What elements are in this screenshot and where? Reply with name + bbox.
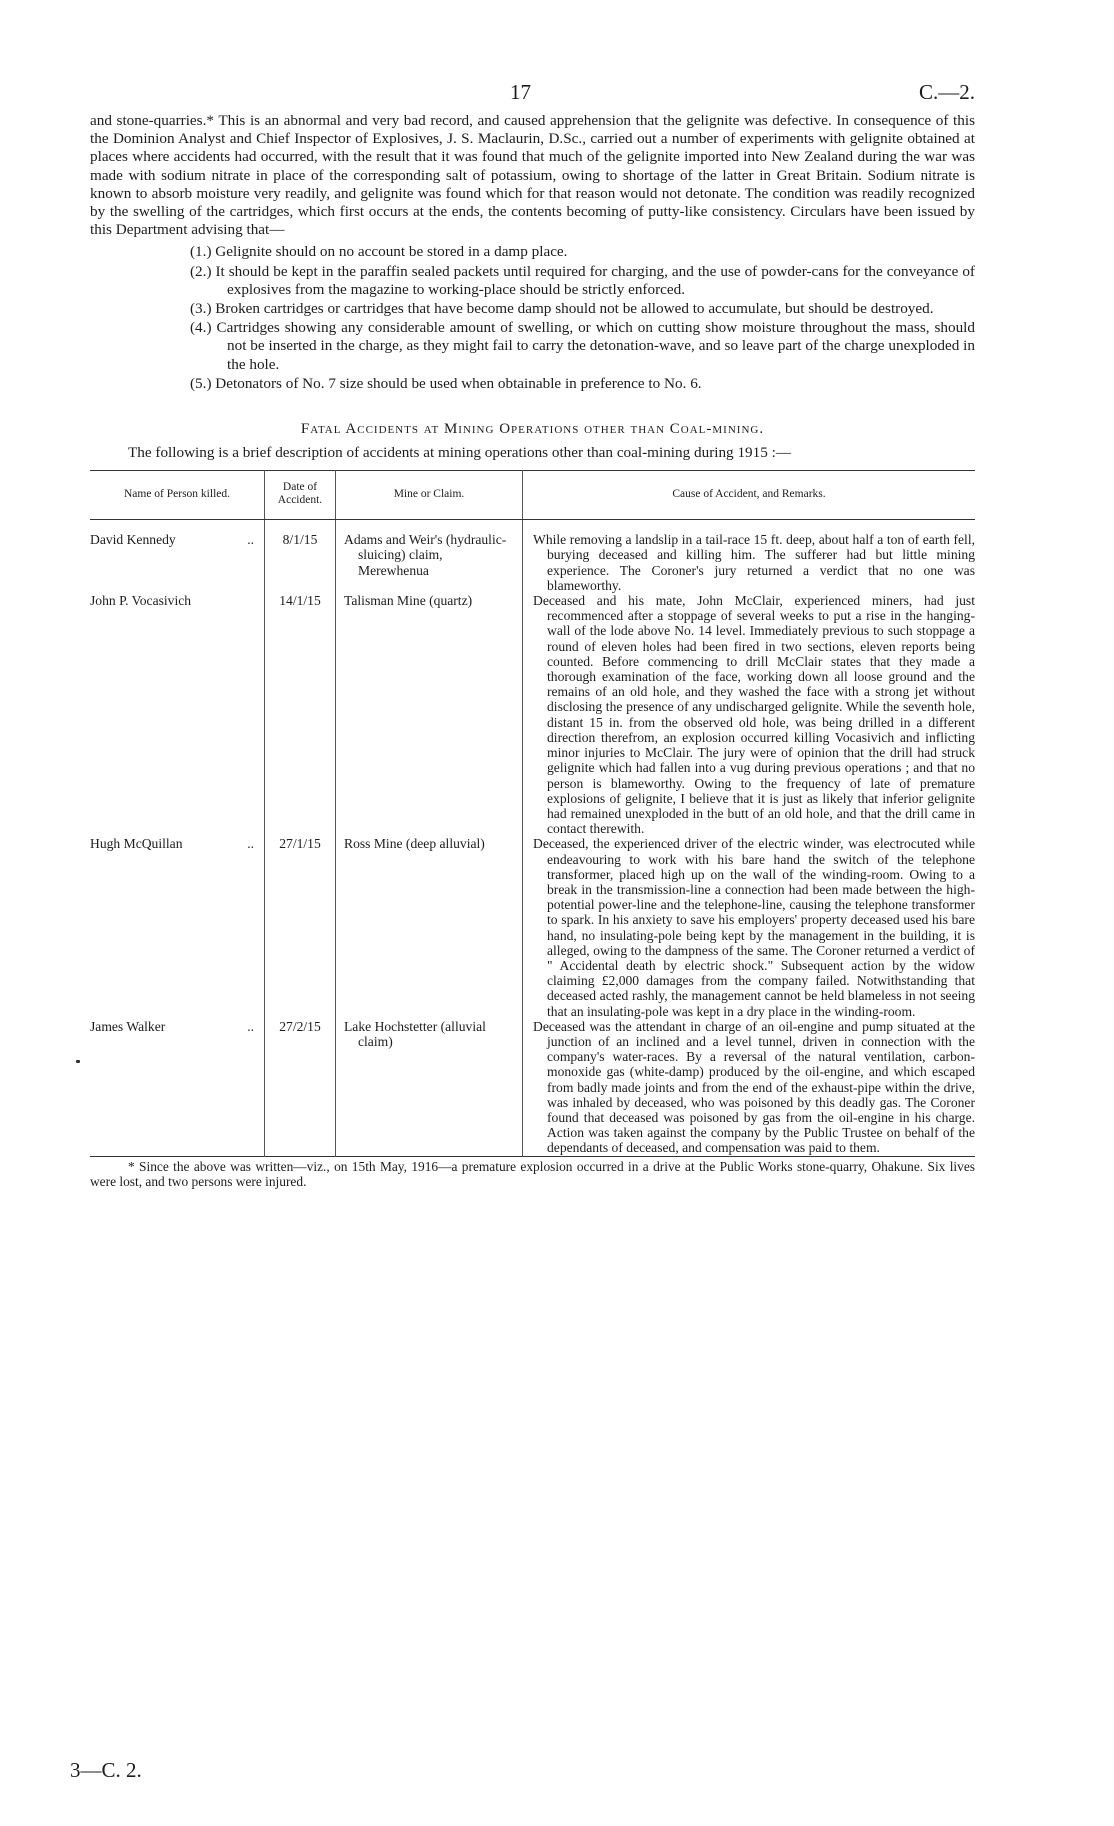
- table-row: [90, 520, 975, 593]
- mine-text: Adams and Weir's (hydraulic-sluicing) claim, Merewhenua: [344, 532, 507, 578]
- cell-date: 14/1/15: [265, 593, 336, 836]
- cell-date: 8/1/15: [265, 520, 336, 593]
- person-name: David Kennedy: [90, 532, 176, 548]
- cell-mine: [336, 520, 523, 593]
- section-title: Fatal Accidents at Mining Operations other than Coal-mining.: [300, 421, 765, 438]
- advice-item: (5.) Detonators of No. 7 size should be used when obtainable in preference to No. 6.: [190, 374, 702, 392]
- header-mine: Mine or Claim.: [336, 471, 523, 520]
- cell-name: [90, 1019, 265, 1156]
- cell-date: 27/1/15: [265, 836, 336, 1018]
- cell-cause: [523, 1019, 976, 1156]
- cell-mine: [336, 593, 523, 836]
- leader-dots: [254, 593, 260, 608]
- leader-dots: ..: [247, 1018, 254, 1034]
- advice-item: (2.) It should be kept in the paraffin sealed packets until required for charging, and the use of powder-cans for the conveyance of explosives from the magazine to working-place should be strictly enforced.: [190, 262, 975, 298]
- advice-list: [90, 243, 975, 393]
- cause-text: Deceased was the attendant in charge of an oil-engine and pump situated at the junction of an inclined and a level tunnel, driven in connection with the company's water-races. By a reversal of the natural ventilation, carbon-monoxide gas (white-damp) produced by the oil-engine, and which escaped from badly made joints and from the end of the exhaust-pipe within the drive, was inhaled by deceased, who was poisoned by this deadly gas. The Coroner found that deceased was poisoned by gas from the oil-engine in his charge. Action was taken against the company by the Public Trustee on behalf of the dependants of deceased, and compensation was paid to them.: [533, 1018, 975, 1156]
- mine-text: Talisman Mine (quartz): [344, 593, 473, 609]
- cell-cause: [523, 520, 976, 593]
- leader-dots: ..: [247, 836, 254, 852]
- cause-text: Deceased and his mate, John McClair, experienced miners, had just recommenced after a stoppage of several weeks to put a rise in the hanging-wall of the lode above No. 14 level. Immediately previous to such stoppage a round of eleven holes had been fired in two sections, eleven reports being counted. Before commencing to drill McClair states that they made a thorough examination of the face, working down all loose ground and the remains of an old hole, and they washed the face with a strong jet without disclosing the presence of any undischarged gelignite. While the seventh hole, distant 15 in. from the observed old hole, was being drilled in a different direction therefrom, an explosion occurred killing Vocasivich and inflicting minor injuries to McClair. The jury were of opinion that the drill had struck gelignite which had fallen into a vug during previous operations ; and that no person is blameworthy. Owing to the frequency of late of premature explosions of gelignite, I believe that it is just as likely that inferior gelignite had remained unexploded in the butt of an old hole, and that the drill came in contact therewith.: [533, 593, 975, 837]
- mine-text: Lake Hochstetter (alluvial claim): [344, 1018, 486, 1049]
- accidents-table: [90, 470, 975, 1156]
- table-row: [90, 836, 975, 1018]
- cell-mine: [336, 836, 523, 1018]
- opening-paragraph: and stone-quarries.* This is an abnormal and very bad record, and caused apprehension that the gelignite was defective. In consequence of this the Dominion Analyst and Chief Inspector of Explosives, J. S. Maclaurin, D.Sc., carried out a number of experiments with gelignite obtained at places where accidents had occurred, with the result that it was found that much of the gelignite imported into New Zealand during the war was made with sodium nitrate in place of the corresponding salt of potassium, owing to shortage of the latter in Great Britain. Sodium nitrate is known to absorb moisture very readily, and gelignite was found which for that reason would not detonate. The condition was readily recognized by the swelling of the cartridges, which first occurs at the ends, the contents becoming of putty-like consistency. Circulars have been issued by this Department advising that—: [90, 112, 975, 239]
- table-header-row: [90, 471, 975, 520]
- document-page: [90, 80, 975, 1190]
- header-name: Name of Person killed.: [90, 471, 265, 520]
- cell-cause: [523, 836, 976, 1018]
- footnote: * Since the above was written—viz., on 15th May, 1916—a premature explosion occurred in a drive at the Public Works stone-quarry, Ohakune. Six lives were lost, and two persons were injured.: [90, 1158, 975, 1190]
- advice-item: (4.) Cartridges showing any considerable amount of swelling, or which on cutting show moisture throughout the mass, should not be inserted in the charge, as they might fail to carry the detonation-wave, and so leave part of the charge unexploded in the hole.: [190, 319, 975, 373]
- cell-name: [90, 593, 265, 836]
- advice-item: (3.) Broken cartridges or cartridges that have become damp should not be allowed to accumulate, but should be destroyed.: [190, 300, 934, 318]
- header-date: Date of Accident.: [265, 471, 336, 520]
- cell-date: 27/2/15: [265, 1019, 336, 1156]
- cell-cause: [523, 593, 976, 836]
- person-name: James Walker: [90, 1018, 166, 1034]
- cause-text: Deceased, the experienced driver of the electric winder, was electrocuted while endeavouring to work with his bare hand the switch of the telephone transformer, placed high up on the wall of the winding-room. Owing to a break in the transmission-line a connection had been made between the high-potential power-line and the telephone-line, causing the telephone transformer to spark. In his anxiety to save his employers' property deceased used his bare hand, no insulating-pole being kept by the management in the building, it is alleged, owing to the dampness of the same. The Coroner returned a verdict of " Accidental death by electric shock." Subsequent action by the widow claiming £2,000 damages from the company failed. Notwithstanding that deceased acted rashly, the management cannot be held blameless in not seeing that an insulating-pole was kept in a dry place in the winding-room.: [533, 836, 975, 1019]
- cell-mine: [336, 1019, 523, 1156]
- header-cause: Cause of Accident, and Remarks.: [523, 471, 976, 520]
- table-row: [90, 1019, 975, 1156]
- page-number: 17: [510, 80, 531, 104]
- scan-speck: [76, 1060, 80, 1063]
- table-row: [90, 593, 975, 836]
- cell-name: [90, 520, 265, 593]
- leader-dots: ..: [247, 532, 254, 548]
- cause-text: While removing a landslip in a tail-race 15 ft. deep, about half a ton of earth fell, burying deceased and killing him. The sufferer had but little mining experience. The Coroner's jury returned a verdict that no one was blameworthy.: [533, 532, 975, 593]
- person-name: John P. Vocasivich: [90, 593, 192, 609]
- advice-item: (1.) Gelignite should on no account be stored in a damp place.: [190, 243, 568, 261]
- person-name: Hugh McQuillan: [90, 836, 183, 852]
- cell-name: [90, 836, 265, 1018]
- signature-mark: 3—C. 2.: [70, 1758, 142, 1782]
- mine-text: Ross Mine (deep alluvial): [344, 836, 485, 852]
- section-intro: The following is a brief description of accidents at mining operations other than coal-mining during 1915 :—: [128, 444, 792, 462]
- document-reference: C.—2.: [918, 80, 975, 104]
- page-header: [90, 80, 975, 112]
